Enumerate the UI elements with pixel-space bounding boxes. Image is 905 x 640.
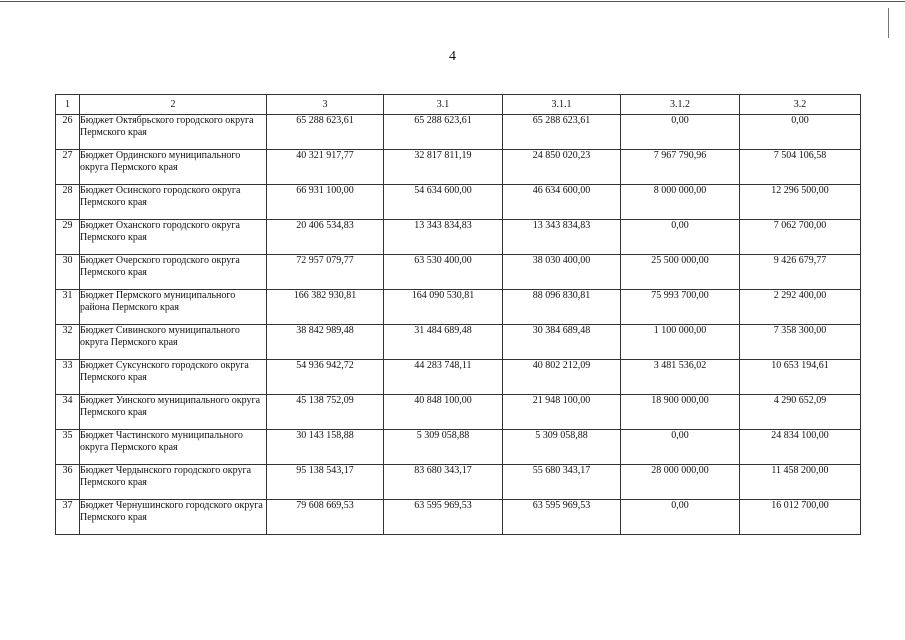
table-header-row — [56, 95, 861, 115]
value-col-3-1: 65 288 623,61 — [384, 115, 503, 150]
value-col-3-1-1: 65 288 623,61 — [503, 115, 621, 150]
row-number: 30 — [56, 255, 80, 290]
value-col-3-1: 83 680 343,17 — [384, 465, 503, 500]
table-row — [56, 360, 861, 395]
row-number: 26 — [56, 115, 80, 150]
table-row — [56, 465, 861, 500]
row-number: 31 — [56, 290, 80, 325]
value-col-3-1-1: 30 384 689,48 — [503, 325, 621, 360]
budget-name: Бюджет Чердынского городского округа Пермского края — [80, 465, 267, 500]
value-col-3: 166 382 930,81 — [267, 290, 384, 325]
value-col-3-1-2: 1 100 000,00 — [621, 325, 740, 360]
row-number: 37 — [56, 500, 80, 535]
value-col-3-2: 0,00 — [740, 115, 861, 150]
table-row — [56, 325, 861, 360]
value-col-3-1-2: 8 000 000,00 — [621, 185, 740, 220]
column-header: 3.1.1 — [503, 95, 621, 115]
budget-name: Бюджет Пермского муниципального района Пермского края — [80, 290, 267, 325]
budget-name: Бюджет Ординского муниципального округа Пермского края — [80, 150, 267, 185]
row-number: 34 — [56, 395, 80, 430]
budget-name: Бюджет Осинского городского округа Пермского края — [80, 185, 267, 220]
table-row — [56, 220, 861, 255]
column-header: 3.2 — [740, 95, 861, 115]
value-col-3-1-1: 40 802 212,09 — [503, 360, 621, 395]
value-col-3-1-1: 38 030 400,00 — [503, 255, 621, 290]
value-col-3: 65 288 623,61 — [267, 115, 384, 150]
row-number: 36 — [56, 465, 80, 500]
value-col-3-1-1: 21 948 100,00 — [503, 395, 621, 430]
value-col-3-2: 12 296 500,00 — [740, 185, 861, 220]
table-body — [56, 115, 861, 535]
value-col-3-1: 31 484 689,48 — [384, 325, 503, 360]
budget-name: Бюджет Оханского городского округа Пермского края — [80, 220, 267, 255]
column-header: 2 — [80, 95, 267, 115]
value-col-3-1-2: 3 481 536,02 — [621, 360, 740, 395]
value-col-3-2: 24 834 100,00 — [740, 430, 861, 465]
budget-table — [55, 94, 861, 535]
value-col-3-2: 7 062 700,00 — [740, 220, 861, 255]
row-number: 29 — [56, 220, 80, 255]
value-col-3-1: 54 634 600,00 — [384, 185, 503, 220]
table-row — [56, 395, 861, 430]
column-header: 3.1.2 — [621, 95, 740, 115]
value-col-3-2: 16 012 700,00 — [740, 500, 861, 535]
value-col-3: 40 321 917,77 — [267, 150, 384, 185]
budget-name: Бюджет Суксунского городского округа Пермского края — [80, 360, 267, 395]
budget-name: Бюджет Очерского городского округа Пермского края — [80, 255, 267, 290]
value-col-3: 95 138 543,17 — [267, 465, 384, 500]
value-col-3-1-2: 0,00 — [621, 430, 740, 465]
value-col-3-1-1: 63 595 969,53 — [503, 500, 621, 535]
value-col-3-1: 40 848 100,00 — [384, 395, 503, 430]
budget-name: Бюджет Сивинского муниципального округа Пермского края — [80, 325, 267, 360]
value-col-3-1-2: 0,00 — [621, 500, 740, 535]
row-number: 35 — [56, 430, 80, 465]
value-col-3-1: 44 283 748,11 — [384, 360, 503, 395]
value-col-3-1-2: 0,00 — [621, 115, 740, 150]
row-number: 32 — [56, 325, 80, 360]
value-col-3: 79 608 669,53 — [267, 500, 384, 535]
value-col-3-1-2: 75 993 700,00 — [621, 290, 740, 325]
column-header: 3 — [267, 95, 384, 115]
budget-name: Бюджет Чернушинского городского округа Пермского края — [80, 500, 267, 535]
value-col-3-1-1: 5 309 058,88 — [503, 430, 621, 465]
budget-name: Бюджет Октябрьского городского округа Пермского края — [80, 115, 267, 150]
value-col-3-1-2: 18 900 000,00 — [621, 395, 740, 430]
value-col-3-1: 5 309 058,88 — [384, 430, 503, 465]
value-col-3-1-1: 24 850 020,23 — [503, 150, 621, 185]
value-col-3-2: 9 426 679,77 — [740, 255, 861, 290]
table-row — [56, 255, 861, 290]
column-header: 3.1 — [384, 95, 503, 115]
scan-corner-mark — [888, 8, 889, 38]
value-col-3-2: 10 653 194,61 — [740, 360, 861, 395]
table-row — [56, 500, 861, 535]
value-col-3-2: 4 290 652,09 — [740, 395, 861, 430]
value-col-3-1-1: 88 096 830,81 — [503, 290, 621, 325]
table-row — [56, 185, 861, 220]
page-top-edge — [0, 1, 905, 2]
value-col-3-1: 32 817 811,19 — [384, 150, 503, 185]
value-col-3-2: 7 504 106,58 — [740, 150, 861, 185]
value-col-3: 72 957 079,77 — [267, 255, 384, 290]
value-col-3-2: 7 358 300,00 — [740, 325, 861, 360]
page-number: 4 — [449, 49, 456, 64]
row-number: 33 — [56, 360, 80, 395]
table-row — [56, 150, 861, 185]
value-col-3-1-2: 25 500 000,00 — [621, 255, 740, 290]
value-col-3-2: 2 292 400,00 — [740, 290, 861, 325]
budget-name: Бюджет Уинского муниципального округа Пермского края — [80, 395, 267, 430]
budget-name: Бюджет Частинского муниципального округа Пермского края — [80, 430, 267, 465]
value-col-3-1: 13 343 834,83 — [384, 220, 503, 255]
table-row — [56, 290, 861, 325]
value-col-3: 38 842 989,48 — [267, 325, 384, 360]
value-col-3-1-2: 7 967 790,96 — [621, 150, 740, 185]
table-row — [56, 115, 861, 150]
value-col-3-1-1: 13 343 834,83 — [503, 220, 621, 255]
value-col-3-1-2: 28 000 000,00 — [621, 465, 740, 500]
value-col-3-1: 63 530 400,00 — [384, 255, 503, 290]
table-row — [56, 430, 861, 465]
value-col-3-1: 63 595 969,53 — [384, 500, 503, 535]
value-col-3: 54 936 942,72 — [267, 360, 384, 395]
value-col-3: 20 406 534,83 — [267, 220, 384, 255]
row-number: 28 — [56, 185, 80, 220]
value-col-3: 66 931 100,00 — [267, 185, 384, 220]
value-col-3: 45 138 752,09 — [267, 395, 384, 430]
value-col-3-2: 11 458 200,00 — [740, 465, 861, 500]
value-col-3-1-1: 55 680 343,17 — [503, 465, 621, 500]
value-col-3-1: 164 090 530,81 — [384, 290, 503, 325]
column-header: 1 — [56, 95, 80, 115]
value-col-3-1-1: 46 634 600,00 — [503, 185, 621, 220]
value-col-3: 30 143 158,88 — [267, 430, 384, 465]
value-col-3-1-2: 0,00 — [621, 220, 740, 255]
row-number: 27 — [56, 150, 80, 185]
